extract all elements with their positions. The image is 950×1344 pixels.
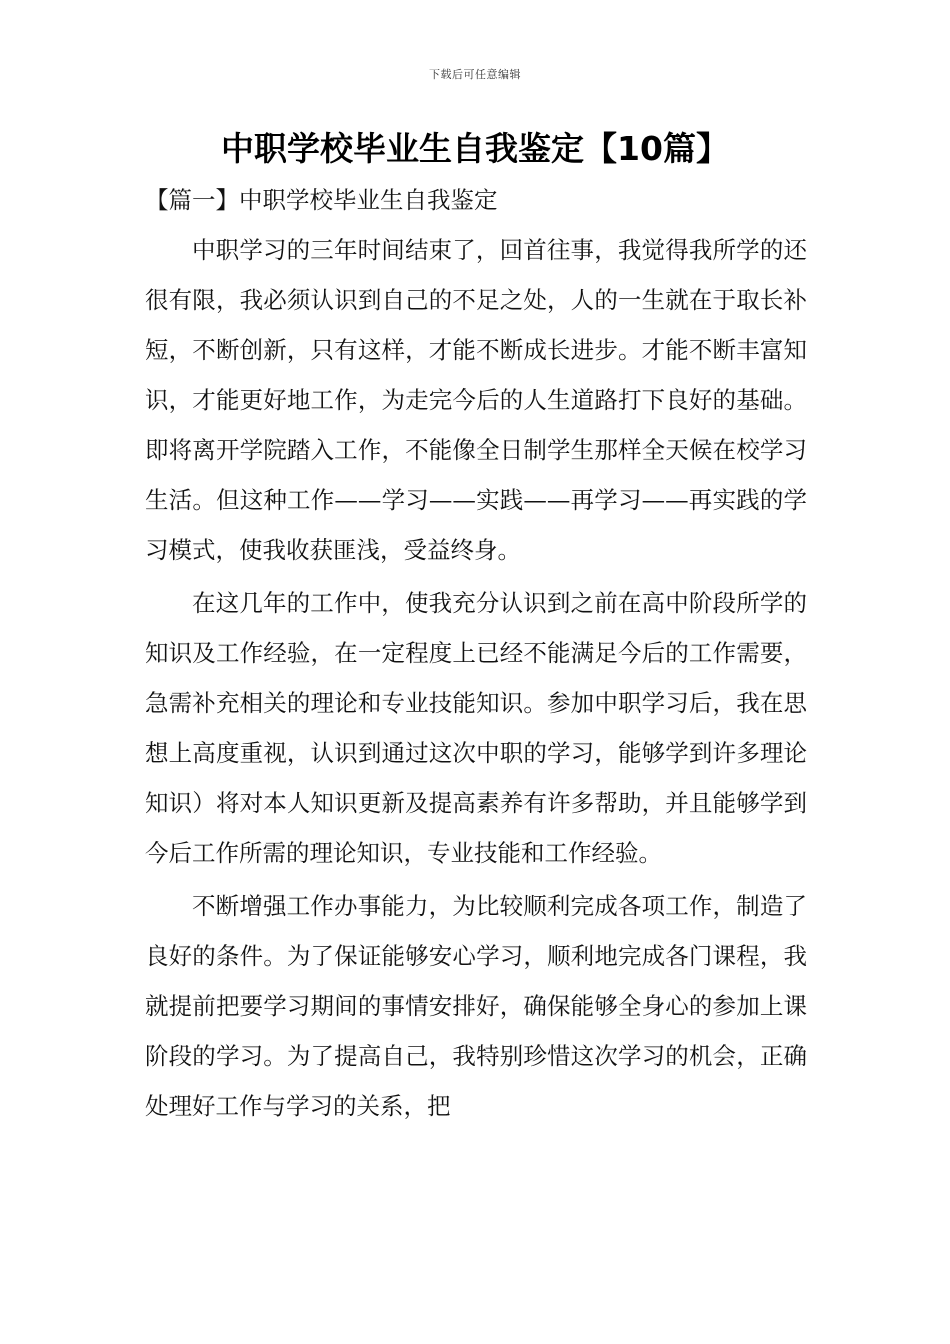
paragraph-1: 中职学习的三年时间结束了，回首往事，我觉得我所学的还很有限，我必须认识到自己的不足之处，人的一生就在于取长补短，不断创新，只有这样，才能不断成长进步。才能不断丰富知识，才能更好地工作，为走完今后的人生道路打下良好的基础。即将离开学院踏入工作，不能像全日制学生那样全天候在校学习生活。但这种工作——学习——实践——再学习——再实践的学习模式，使我收获匪浅，受益终身。 (145, 236, 807, 564)
section-heading: 【篇一】中职学校毕业生自我鉴定 (145, 186, 498, 214)
document-body (145, 178, 807, 1131)
document-title: 中职学校毕业生自我鉴定【10篇】 (221, 129, 729, 168)
paragraph-2: 在这几年的工作中，使我充分认识到之前在高中阶段所学的知识及工作经验，在一定程度上已经不能满足今后的工作需要，急需补充相关的理论和专业技能知识。参加中职学习后，我在思想上高度重视，认识到通过这次中职的学习，能够学到许多理论知识）将对本人知识更新及提高素养有许多帮助，并且能够学到今后工作所需的理论知识，专业技能和工作经验。 (145, 589, 807, 867)
header-note: 下载后可任意编辑 (429, 68, 521, 81)
paragraph-3: 不断增强工作办事能力，为比较顺利完成各项工作，制造了良好的条件。为了保证能够安心学习，顺利地完成各门课程，我就提前把要学习期间的事情安排好，确保能够全身心的参加上课阶段的学习。为了提高自己，我特别珍惜这次学习的机会，正确处理好工作与学习的关系，把 (145, 892, 807, 1120)
